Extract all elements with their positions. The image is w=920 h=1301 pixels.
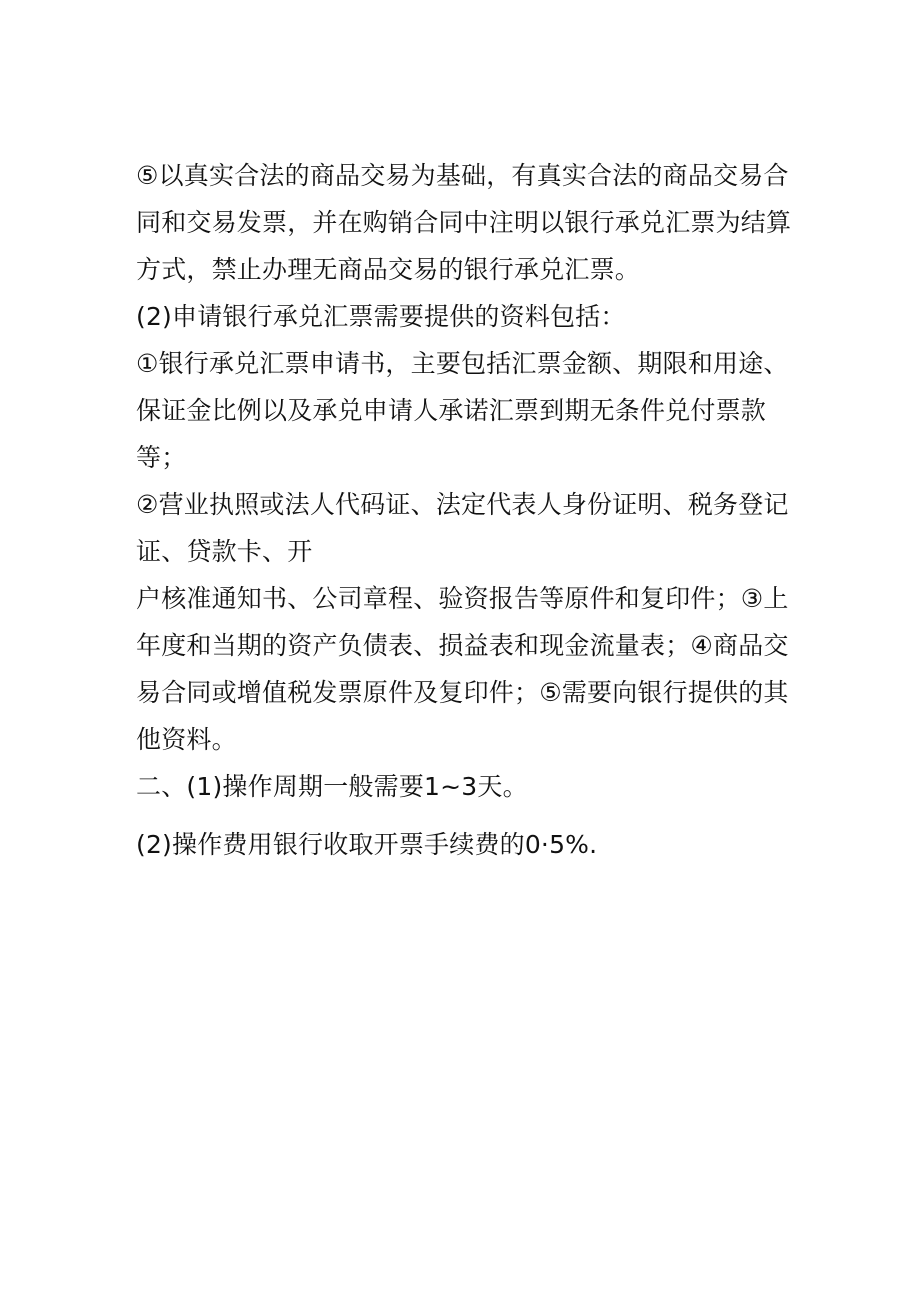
text-line: ①银行承兑汇票申请书，主要包括汇票金额、期限和用途、	[136, 349, 789, 378]
text-line: 年度和当期的资产负债表、损益表和现金流量表；④商品交	[136, 631, 789, 660]
text-line: 同和交易发票，并在购销合同中注明以银行承兑汇票为结算	[136, 208, 792, 237]
text-line: 易合同或增值税发票原件及复印件；⑤需要向银行提供的其	[136, 678, 789, 707]
text-line: 二、(1)操作周期一般需要1~3天。	[136, 772, 528, 801]
text-line: 等；	[136, 443, 187, 472]
text-line: (2)操作费用银行收取开票手续费的0·5%.	[136, 830, 598, 859]
text-line: 方式，禁止办理无商品交易的银行承兑汇票。	[136, 255, 641, 284]
text-line: 他资料。	[136, 725, 237, 754]
text-line: ⑤以真实合法的商品交易为基础，有真实合法的商品交易合	[136, 161, 789, 190]
text-line: (2)申请银行承兑汇票需要提供的资料包括：	[136, 302, 626, 331]
text-line: 证、贷款卡、开	[136, 537, 313, 566]
text-line: 户核准通知书、公司章程、验资报告等原件和复印件；③上	[136, 584, 789, 613]
text-line: 保证金比例以及承兑申请人承诺汇票到期无条件兑付票款	[136, 396, 767, 425]
document-body	[136, 152, 792, 868]
text-line: ②营业执照或法人代码证、法定代表人身份证明、税务登记	[136, 490, 789, 519]
